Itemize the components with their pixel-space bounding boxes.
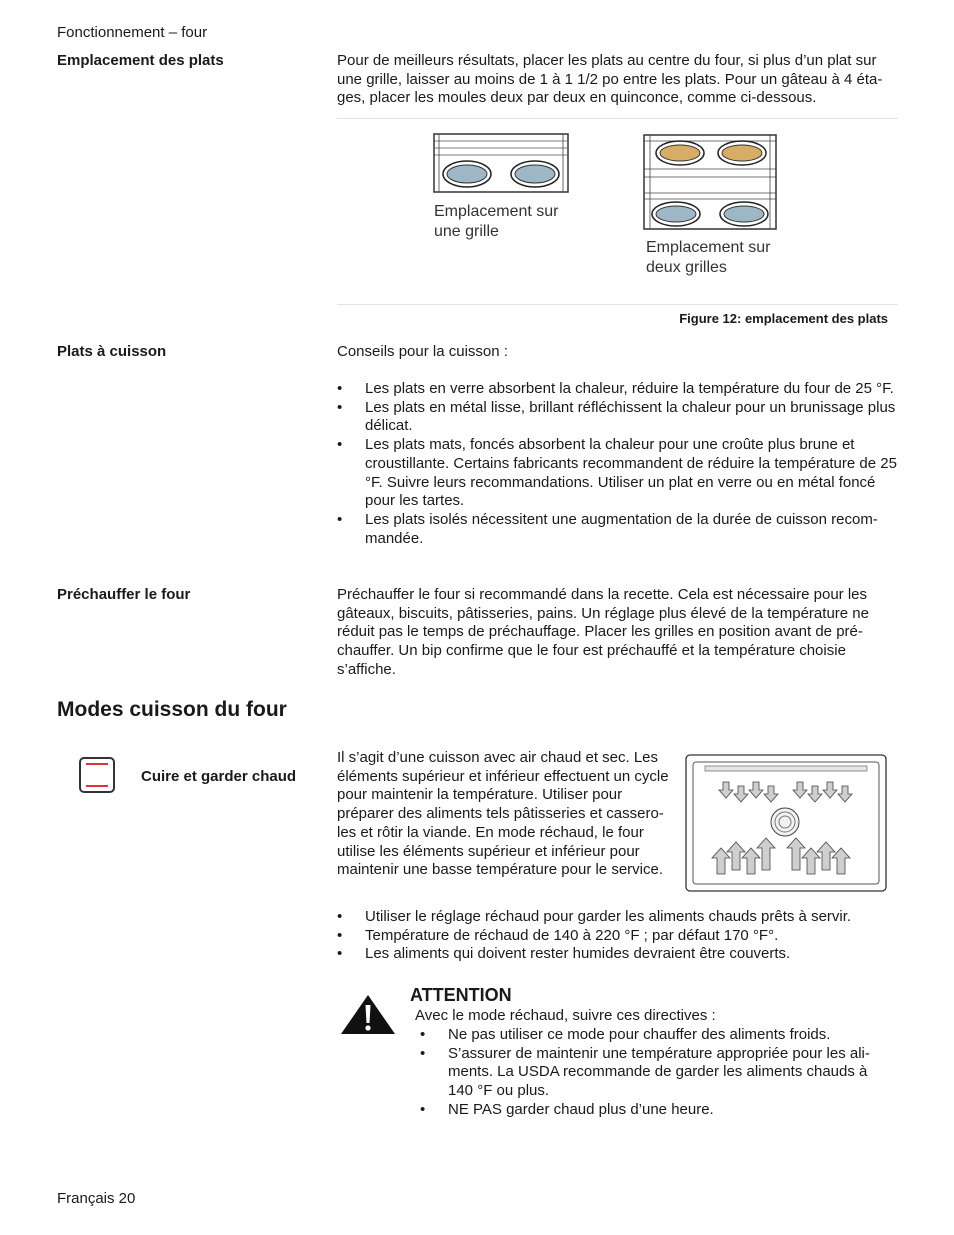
one-rack-label-line2: une grille xyxy=(434,223,499,240)
bullet-dot: • xyxy=(337,436,343,454)
list-item: • Les aliments qui doivent rester humides devraient être couverts. xyxy=(337,945,791,963)
list-item: • Température de réchaud de 140 à 220 °F ; par défaut 170 °F°. xyxy=(337,926,779,944)
bullet-dot: • xyxy=(420,1044,426,1062)
bullet-dot: • xyxy=(337,908,343,925)
figure-bottom-rule xyxy=(337,304,898,305)
list-item: • Ne pas utiliser ce mode pour chauffer des aliments froids. xyxy=(420,1026,831,1043)
cookware-intro: Conseils pour la cuisson : xyxy=(337,343,508,360)
cookware-bullet-list xyxy=(337,380,902,548)
two-rack-label-line1: Emplacement sur xyxy=(646,239,771,256)
attention-intro: Avec le mode réchaud, suivre ces directives : xyxy=(415,1007,716,1024)
list-item: • Utiliser le réglage réchaud pour garder les aliments chauds prêts à servir. xyxy=(337,908,852,925)
mode-bullet-list xyxy=(337,908,902,964)
bullet-dot: • xyxy=(337,510,343,528)
one-rack-label xyxy=(434,202,559,242)
mode-paragraph: Il s’agit d’une cuisson avec air chaud et sec. Les éléments supérieur et inférieur effectuent un cycle pour maintenir la température. Utiliser pour préparer des aliments tels pâtisseries et cassero-les et rôtir la viande. En mode réchaud, le four utilise les éléments supérieur et inférieur pour maintenir une basse température pour le service. xyxy=(337,749,669,879)
two-rack-label-line2: deux grilles xyxy=(646,259,727,276)
bullet-dot: • xyxy=(337,380,343,397)
page-header: Fonctionnement – four xyxy=(57,24,208,41)
one-rack-illustration xyxy=(431,131,571,195)
upper-element-bar xyxy=(86,763,108,765)
figure-top-rule xyxy=(337,118,898,119)
section-label-preheat: Préchauffer le four xyxy=(57,586,191,603)
bullet-dot: • xyxy=(420,1026,426,1043)
bake-warm-mode-icon xyxy=(79,757,115,793)
bullet-dot: • xyxy=(337,398,343,416)
list-item: • Les plats mats, foncés absorbent la chaleur pour une croûte plus brune et croustillante. Certains fabricants recommandent de réduire la température de 25 °F. Suivre leurs recommandations. Utiliser un plat en verre ou en métal foncé pour les tartes. xyxy=(337,436,897,510)
two-rack-label xyxy=(646,238,771,278)
placement-paragraph: Pour de meilleurs résultats, placer les plats au centre du four, si plus d’un plat sur une grille, laisser au moins de 1 à 1 1/2 po entre les plats. Pour un gâteau à 4 éta-ges, placer les moules deux par deux en quinconce, comme ci-dessous. xyxy=(337,52,883,107)
page-footer: Français 20 xyxy=(57,1190,136,1207)
two-rack-illustration xyxy=(642,133,778,231)
list-item: • NE PAS garder chaud plus d’une heure. xyxy=(420,1100,714,1118)
section-label-cookware: Plats à cuisson xyxy=(57,343,167,360)
attention-bullet-list xyxy=(420,1026,890,1120)
list-item: • Les plats en verre absorbent la chaleur, réduire la température du four de 25 °F. xyxy=(337,380,894,397)
figure-caption: Figure 12: emplacement des plats xyxy=(679,311,888,326)
attention-title: ATTENTION xyxy=(410,985,512,1005)
list-item: • Les plats en métal lisse, brillant réfléchissent la chaleur pour un brunissage plus délicat. xyxy=(337,398,896,435)
list-item: • S’assurer de maintenir une température appropriée pour les ali-ments. La USDA recommande de garder les aliments chauds à 140 °F ou plus. xyxy=(420,1044,870,1100)
bullet-dot: • xyxy=(337,926,343,944)
one-rack-label-line1: Emplacement sur xyxy=(434,203,559,220)
preheat-paragraph: Préchauffer le four si recommandé dans la recette. Cela est nécessaire pour les gâteaux, biscuits, pâtisseries, pains. Un réglage plus élevé de la température ne réduit pas le temps de préchauffage. Placer les grilles en position avant de pré-chauffer. Un bip confirme que le four est préchauffé et la température choisie s’affiche. xyxy=(337,586,869,678)
warning-triangle-icon xyxy=(339,993,397,1036)
bullet-dot: • xyxy=(420,1100,426,1118)
mode-label: Cuire et garder chaud xyxy=(141,768,297,785)
section-label-placement: Emplacement des plats xyxy=(57,52,224,69)
oven-airflow-illustration xyxy=(685,754,887,892)
list-item: • Les plats isolés nécessitent une augmentation de la durée de cuisson recom-mandée. xyxy=(337,510,878,547)
modes-heading: Modes cuisson du four xyxy=(57,698,287,721)
lower-element-bar xyxy=(86,785,108,787)
bullet-dot: • xyxy=(337,945,343,963)
